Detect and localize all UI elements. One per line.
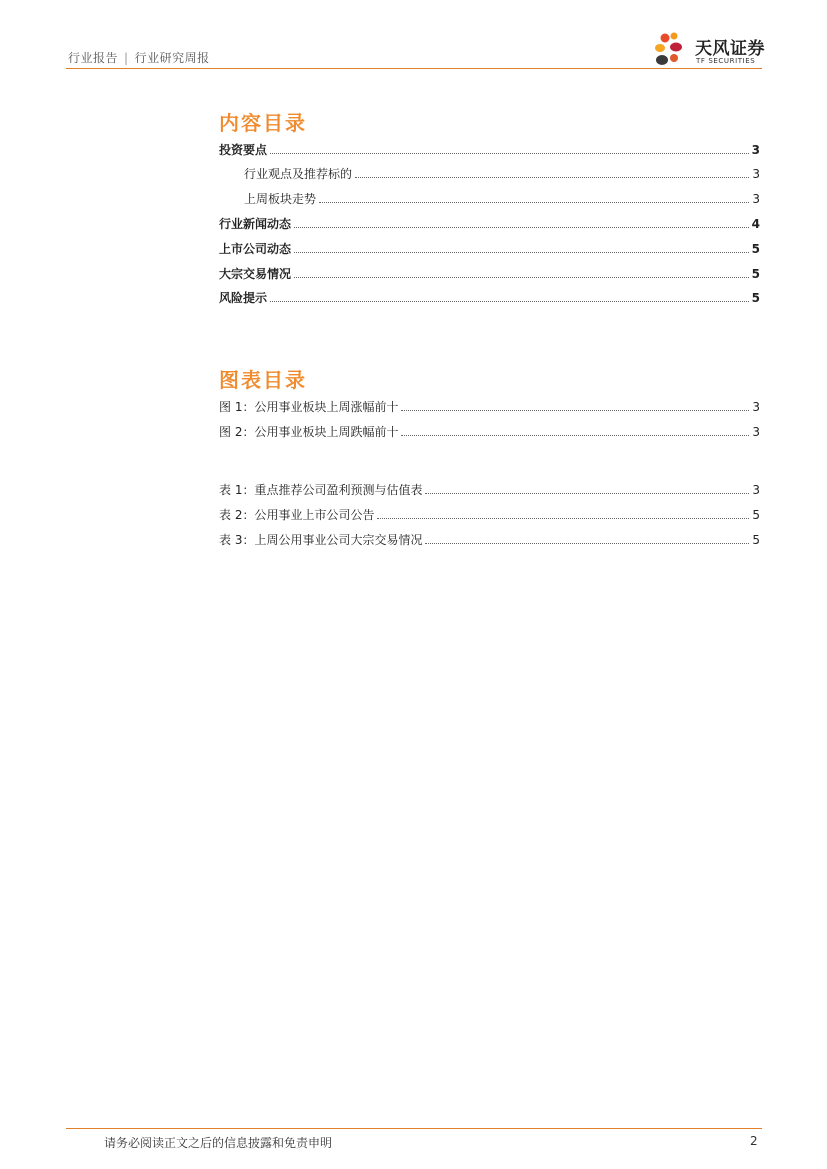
toc-entry-label: 大宗交易情况 <box>219 267 292 281</box>
leader-dots <box>401 435 749 436</box>
table-entry-page: 5 <box>752 533 760 547</box>
toc-entry-label: 行业观点及推荐标的 <box>244 167 353 181</box>
figure-entry-page: 3 <box>752 425 760 439</box>
table-entry[interactable] <box>219 480 760 498</box>
figure-entry[interactable] <box>219 422 760 440</box>
toc-entry-page: 3 <box>751 143 760 157</box>
toc-entry-page: 3 <box>752 192 760 206</box>
leader-dots <box>294 252 749 253</box>
toc-entry[interactable] <box>219 264 760 282</box>
header-breadcrumb <box>68 49 210 66</box>
table-entry[interactable] <box>219 530 760 548</box>
toc-entry[interactable] <box>219 239 760 257</box>
footer-divider <box>66 1128 762 1129</box>
figure-entry[interactable] <box>219 397 760 415</box>
toc-entry[interactable] <box>219 140 760 158</box>
logo-flower-icon <box>652 30 692 70</box>
leader-dots <box>294 227 749 228</box>
toc-entry-label: 上周板块走势 <box>244 192 317 206</box>
table-entry-label: 表 3：上周公用事业公司大宗交易情况 <box>219 533 423 547</box>
toc-entry-page: 4 <box>751 217 760 231</box>
toc-entry[interactable] <box>219 288 760 306</box>
leader-dots <box>319 202 749 203</box>
logo-chinese-name: 天风证券 <box>695 39 765 59</box>
header-separator: | <box>124 51 129 65</box>
toc-entry[interactable] <box>244 164 760 182</box>
leader-dots <box>270 153 749 154</box>
toc-entry-page: 5 <box>751 267 760 281</box>
figure-entry-page: 3 <box>752 400 760 414</box>
table-entry-page: 5 <box>752 508 760 522</box>
footer-page-number: 2 <box>750 1134 758 1148</box>
header-divider <box>66 68 762 69</box>
table-entry[interactable] <box>219 505 760 523</box>
toc-entry[interactable] <box>244 189 760 207</box>
company-logo <box>652 30 764 70</box>
toc-entry-label: 上市公司动态 <box>219 242 292 256</box>
toc-entry[interactable] <box>219 214 760 232</box>
logo-english-name: TF SECURITIES <box>696 57 756 65</box>
toc-entry-label: 行业新闻动态 <box>219 217 292 231</box>
toc-entry-page: 3 <box>752 167 760 181</box>
header-category: 行业报告 <box>68 51 119 65</box>
toc-entry-page: 5 <box>751 291 760 305</box>
leader-dots <box>294 277 749 278</box>
leader-dots <box>355 177 749 178</box>
figure-entry-label: 图 1：公用事业板块上周涨幅前十 <box>219 400 399 414</box>
figure-entry-label: 图 2：公用事业板块上周跌幅前十 <box>219 425 399 439</box>
toc-entry-page: 5 <box>751 242 760 256</box>
leader-dots <box>377 518 749 519</box>
toc-entry-label: 投资要点 <box>219 143 268 157</box>
leader-dots <box>425 543 749 544</box>
leader-dots <box>401 410 749 411</box>
leader-dots <box>425 493 749 494</box>
figures-title: 图表目录 <box>219 368 307 392</box>
leader-dots <box>270 301 749 302</box>
table-entry-label: 表 2：公用事业上市公司公告 <box>219 508 375 522</box>
table-entry-page: 3 <box>752 483 760 497</box>
toc-entry-label: 风险提示 <box>219 291 268 305</box>
contents-title: 内容目录 <box>219 111 307 135</box>
table-entry-label: 表 1：重点推荐公司盈利预测与估值表 <box>219 483 423 497</box>
footer-disclaimer: 请务必阅读正文之后的信息披露和免责申明 <box>104 1136 333 1150</box>
header-report-type: 行业研究周报 <box>134 51 210 65</box>
